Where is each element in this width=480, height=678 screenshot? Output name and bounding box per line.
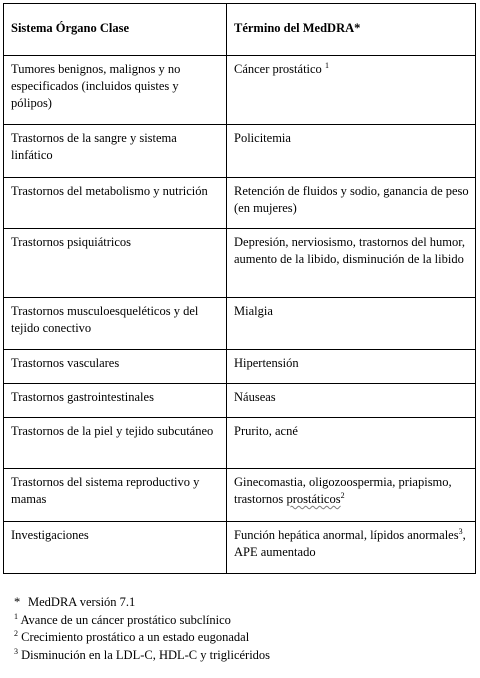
term-cell: Policitemia — [227, 125, 476, 178]
table-row — [4, 56, 476, 125]
table-row — [4, 125, 476, 178]
soc-cell: Trastornos vasculares — [4, 350, 227, 384]
table-row — [4, 350, 476, 384]
footnote-mark: 2 — [14, 629, 18, 638]
soc-cell: Trastornos de la sangre y sistema linfático — [4, 125, 227, 178]
footnote — [14, 612, 270, 630]
table-row — [4, 469, 476, 522]
table-row — [4, 229, 476, 298]
soc-cell: Investigaciones — [4, 522, 227, 574]
term-text: Cáncer prostático — [234, 62, 322, 76]
term-cell: Retención de fluidos y sodio, ganancia de peso (en mujeres) — [227, 178, 476, 229]
header-system-organ-class: Sistema Órgano Clase — [4, 4, 227, 56]
footnote-ref: 2 — [340, 491, 345, 500]
term-cell — [227, 469, 476, 522]
soc-cell: Trastornos gastrointestinales — [4, 384, 227, 418]
term-text-spellcheck: prostáticos — [286, 492, 341, 506]
term-text: Ginecomastia, oligozoospermia, priapismo, trastornos — [234, 475, 452, 506]
footnote-ref: 1 — [324, 61, 329, 70]
header-meddra-term: Término del MedDRA* — [227, 4, 476, 56]
footnote-mark: 3 — [14, 646, 18, 656]
table-row — [4, 418, 476, 469]
footnote-text: Disminución en la LDL-C, HDL-C y triglicéridos — [21, 647, 271, 662]
term-text: Función hepática anormal, lípidos anormales — [234, 528, 459, 542]
term-cell: Depresión, nerviosismo, trastornos del humor, aumento de la libido, disminución de la libido — [227, 229, 476, 298]
term-cell: Hipertensión — [227, 350, 476, 384]
footnote — [14, 629, 270, 647]
footnotes — [14, 594, 270, 664]
footnote — [14, 647, 270, 665]
footnote — [14, 594, 270, 612]
term-cell: Náuseas — [227, 384, 476, 418]
table-row — [4, 384, 476, 418]
soc-cell: Trastornos del sistema reproductivo y mamas — [4, 469, 227, 522]
footnote-text: MedDRA versión 7.1 — [28, 595, 136, 609]
adverse-reactions-table — [3, 3, 476, 574]
term-cell — [227, 522, 476, 574]
soc-cell: Trastornos del metabolismo y nutrición — [4, 178, 227, 229]
term-cell: Mialgia — [227, 298, 476, 350]
footnote-ref: 3 — [458, 527, 463, 536]
footnote-mark: 1 — [14, 611, 18, 621]
footnote-mark: * — [14, 595, 21, 609]
footnote-text: Crecimiento prostático a un estado eugonadal — [21, 630, 250, 644]
soc-cell: Trastornos musculoesqueléticos y del tejido conectivo — [4, 298, 227, 350]
soc-cell: Trastornos psiquiátricos — [4, 229, 227, 298]
footnote-text: Avance de un cáncer prostático subclínico — [20, 612, 231, 627]
soc-cell: Trastornos de la piel y tejido subcutáneo — [4, 418, 227, 469]
table-row — [4, 178, 476, 229]
table-row — [4, 522, 476, 574]
term-text: , APE aumentado — [234, 528, 466, 559]
term-cell: Prurito, acné — [227, 418, 476, 469]
table-row — [4, 298, 476, 350]
table-header-row — [4, 4, 476, 56]
term-cell — [227, 56, 476, 125]
soc-cell: Tumores benignos, malignos y no especificados (incluidos quistes y pólipos) — [4, 56, 227, 125]
